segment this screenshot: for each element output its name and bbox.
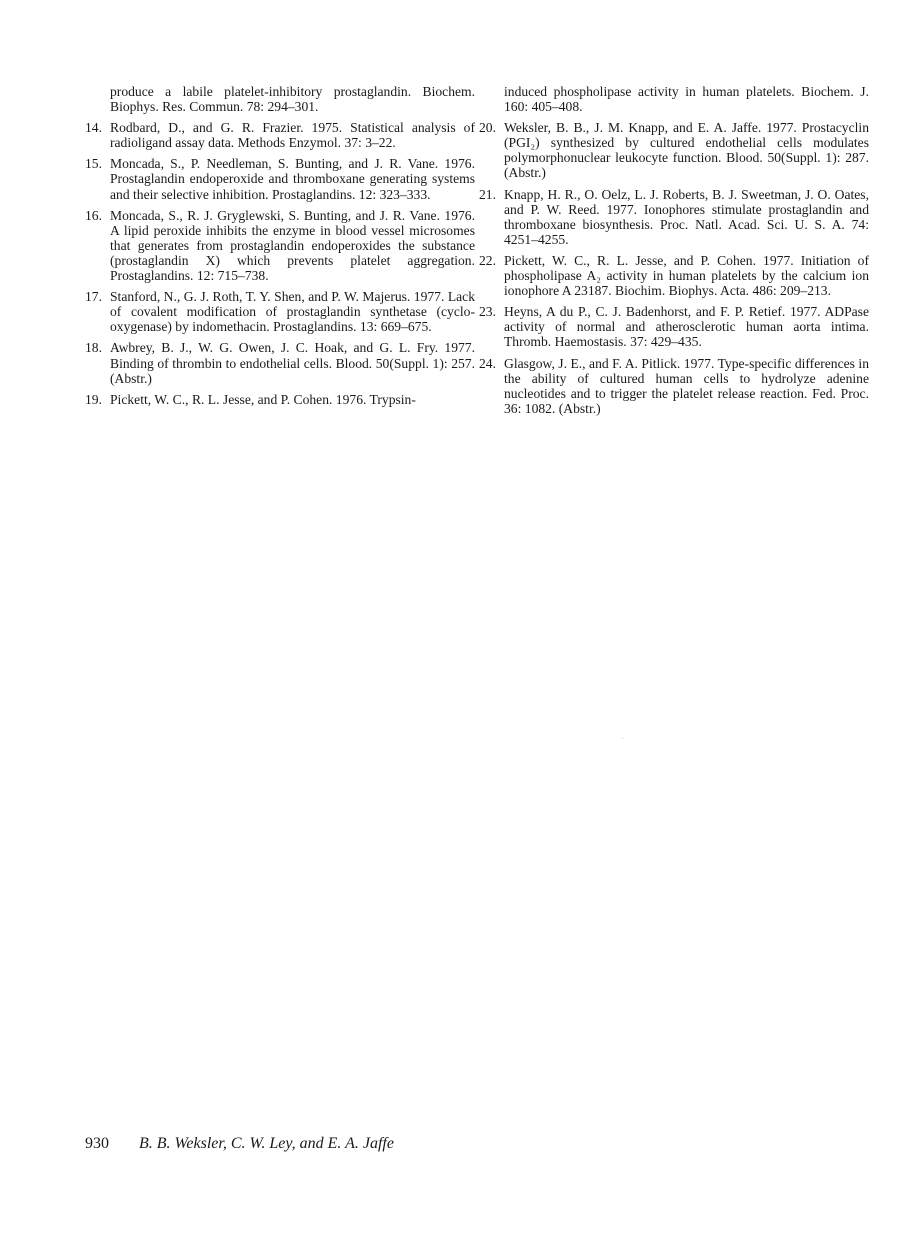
reference-item-18 xyxy=(85,340,475,385)
page-footer xyxy=(85,1135,394,1153)
reference-number: 14. xyxy=(85,120,102,136)
reference-text: Stanford, N., G. J. Roth, T. Y. Shen, and P. W. Majerus. 1977. Lack of covalent modification of prostaglandin synthetase (cyclo-oxygenase) by indomethacin. Prostaglandins. 13: 669–675. xyxy=(110,289,475,335)
reference-item-15 xyxy=(85,156,475,201)
reference-number: 19. xyxy=(85,391,102,407)
reference-item-22 xyxy=(479,253,869,298)
reference-text: Pickett, W. C., R. L. Jesse, and P. Cohen. 1977. Initiation of phospholipase A₂ activity in human platelets by the calcium ion ionophore A 23187. Biochim. Biophys. Acta. 486: 209–213. xyxy=(504,252,869,299)
reference-item-19 xyxy=(85,392,475,407)
reference-text: Glasgow, J. E., and F. A. Pitlick. 1977. Type-specific differences in the ability of cultured human cells to hydrolyze adenine nucleotides and to trigger the platelet release reaction. Fed. Proc. 36: 1082. (Abstr.) xyxy=(504,355,869,416)
reference-number: 24. xyxy=(479,355,496,371)
reference-number: 20. xyxy=(479,120,496,136)
reference-continuation: induced phospholipase activity in human platelets. Biochem. J. 160: 405–408. xyxy=(504,84,869,115)
reference-text: Weksler, B. B., J. M. Knapp, and E. A. Jaffe. 1977. Prostacyclin (PGI₂) synthesized by cultured endothelial cells modulates polymorphonuclear leukocyte function. Blood. 50(Suppl. 1): 287. (Abstr.) xyxy=(504,120,869,181)
reference-text: Awbrey, B. J., W. G. Owen, J. C. Hoak, and G. L. Fry. 1977. Binding of thrombin to endothelial cells. Blood. 50(Suppl. 1): 257. (Abstr.) xyxy=(110,340,475,386)
reference-item-16 xyxy=(85,208,475,283)
reference-item-23 xyxy=(479,304,869,349)
reference-number: 21. xyxy=(479,186,496,202)
running-authors: B. B. Weksler, C. W. Ley, and E. A. Jaffe xyxy=(139,1135,394,1152)
reference-item-21 xyxy=(479,187,869,247)
reference-text: Pickett, W. C., R. L. Jesse, and P. Cohen. 1976. Trypsin- xyxy=(110,391,416,407)
reference-number: 22. xyxy=(479,252,496,268)
reference-item-17 xyxy=(85,289,475,334)
reference-item-20 xyxy=(479,120,869,180)
reference-item-24 xyxy=(479,356,869,416)
page-number: 930 xyxy=(85,1135,109,1152)
reference-continuation: produce a labile platelet-inhibitory prostaglandin. Biochem. Biophys. Res. Commun. 78: 294–301. xyxy=(110,84,475,115)
reference-text: Heyns, A du P., C. J. Badenhorst, and F. P. Retief. 1977. ADPase activity of normal and atherosclerotic human aorta intima. Thromb. Haemostasis. 37: 429–435. xyxy=(504,304,869,350)
reference-column-left xyxy=(85,84,475,413)
reference-text: Knapp, H. R., O. Oelz, L. J. Roberts, B. J. Sweetman, J. O. Oates, and P. W. Reed. 1977. Ionophores stimulate prostaglandin and thromboxane biosynthesis. Proc. Natl. Acad. Sci. U. S. A. 74: 4251–4255. xyxy=(504,186,869,247)
reference-number: 18. xyxy=(85,340,102,356)
reference-number: 17. xyxy=(85,289,102,305)
reference-column-right xyxy=(479,84,869,422)
reference-number: 16. xyxy=(85,207,102,223)
reference-text: Rodbard, D., and G. R. Frazier. 1975. Statistical analysis of radioligand assay data. Methods Enzymol. 37: 3–22. xyxy=(110,120,475,151)
reference-number: 15. xyxy=(85,156,102,172)
scan-speck xyxy=(622,738,623,739)
reference-text: Moncada, S., P. Needleman, S. Bunting, and J. R. Vane. 1976. Prostaglandin endoperoxide and thromboxane generating systems and their selective inhibition. Prostaglandins. 12: 323–333. xyxy=(110,156,475,202)
reference-text: Moncada, S., R. J. Gryglewski, S. Bunting, and J. R. Vane. 1976. A lipid peroxide inhibits the enzyme in blood vessel microsomes that generates from prostaglandin endoperoxides the substance (prostaglandin X) which prevents platelet aggregation. Prostaglandins. 12: 715–738. xyxy=(110,207,475,284)
reference-number: 23. xyxy=(479,304,496,320)
reference-item-14 xyxy=(85,120,475,150)
